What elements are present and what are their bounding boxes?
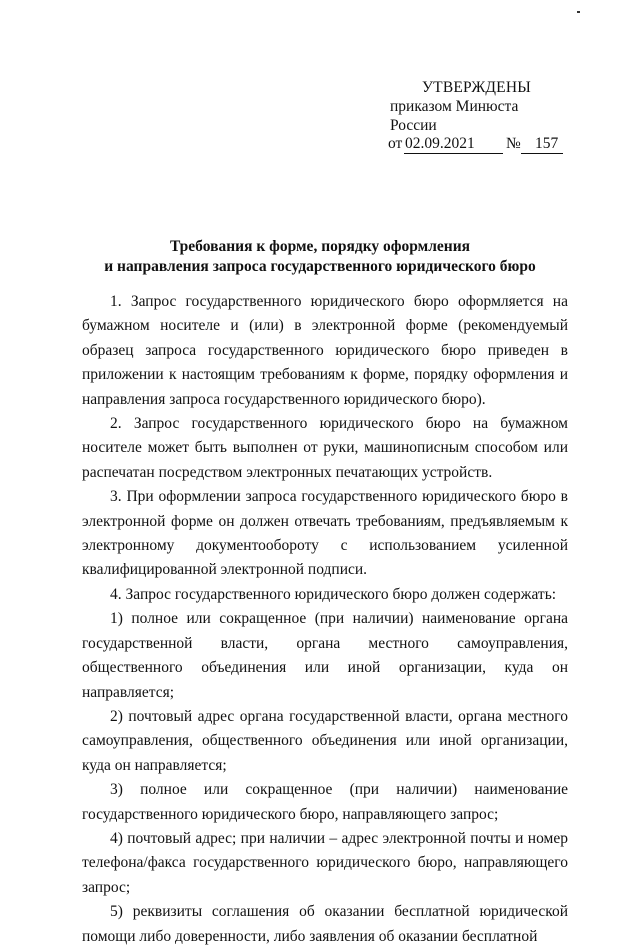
approval-date: 02.09.2021: [405, 135, 475, 152]
paragraph: 4. Запрос государственного юридического бюро должен содержать:: [110, 585, 557, 603]
approval-order-line: приказом Минюста России: [390, 98, 519, 134]
approval-title: УТВЕРЖДЕНЫ: [422, 79, 531, 96]
document-title: [70, 237, 570, 277]
paragraph: 2) почтовый адрес органа государственной власти, органа местного самоуправления, общественного объединения или иной организации, куда он направляется;: [82, 707, 568, 774]
paragraph: 3. При оформлении запроса государственного юридического бюро в электронной форме он должен отвечать требованиям, предъявляемым к электронному документообороту с использованием усиленной квалифицированной электронной подписи.: [82, 488, 568, 579]
document-body: [82, 290, 568, 949]
approval-number: 157: [535, 135, 559, 152]
approval-stamp: [385, 78, 565, 155]
number-underline: [521, 153, 563, 154]
title-line-2: и направления запроса государственного юридического бюро: [104, 258, 536, 275]
paragraph: 2. Запрос государственного юридического бюро на бумажном носителе может быть выполнен от руки, машинописным способом или распечатан посредством электронных печатающих устройств.: [82, 415, 568, 481]
title-line-1: Требования к форме, порядку оформления: [169, 238, 471, 255]
paragraph: 1. Запрос государственного юридического бюро оформляется на бумажном носителе и (или) в электронной форме (рекомендуемый образец запроса государственного юридического бюро приведен в приложении к настоящим требованиям к форме, порядку оформления и направления запроса государственного юридического бюро).: [82, 293, 568, 408]
approval-date-row: [385, 135, 565, 155]
approval-date-prefix: от: [388, 135, 403, 152]
paragraph: 1) полное или сокращенное (при наличии) наименование органа государственной власти, органа местного самоуправления, общественного объединения или иной организации, куда он направляется;: [82, 610, 568, 701]
approval-number-prefix: №: [506, 135, 521, 152]
paragraph: 4) почтовый адрес; при наличии – адрес электронной почты и номер телефона/факса государственного юридического бюро, направляющего запрос;: [82, 829, 568, 896]
paragraph: 5) реквизиты соглашения об оказании бесплатной юридической помощи либо доверенности, либо заявления об оказании бесплатной: [82, 903, 568, 945]
scan-mark: [577, 11, 580, 13]
date-underline: [404, 153, 503, 154]
paragraph: 3) полное или сокращенное (при наличии) наименование государственного юридического бюро, направляющего запрос;: [82, 781, 568, 823]
